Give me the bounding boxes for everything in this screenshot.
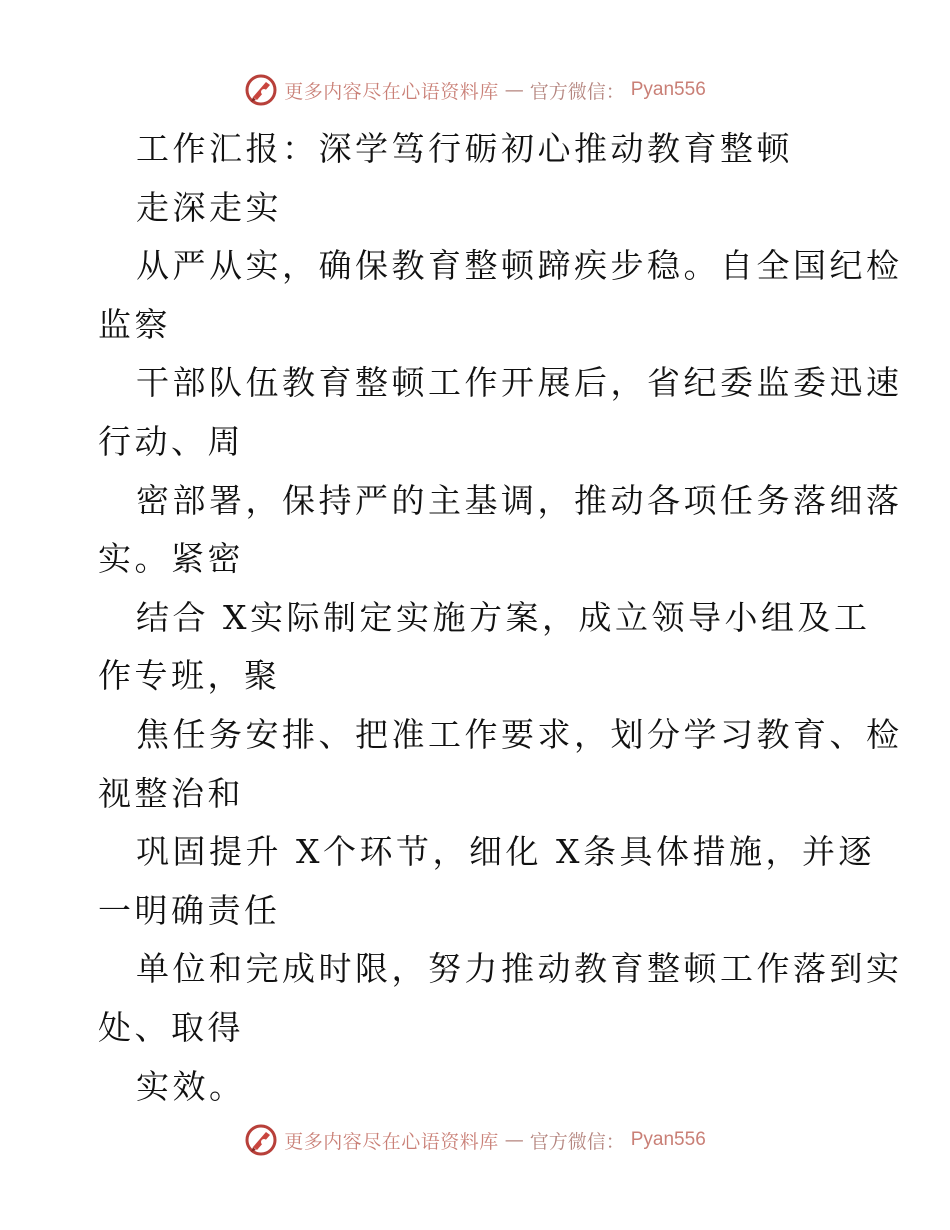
pen-logo-icon (244, 73, 278, 107)
watermark-wechat-id: Pyan556 (630, 1129, 706, 1150)
paragraph-line: 密部署，保持严的主基调，推动各项任务落细落 (136, 480, 903, 520)
paragraph-line: 焦任务安排、把准工作要求，划分学习教育、检 (136, 714, 903, 754)
header-watermark (0, 70, 950, 110)
document-title-cont: 走深走实 (136, 187, 282, 227)
pen-logo-icon (244, 1123, 278, 1157)
paragraph-line: 干部队伍教育整顿工作开展后，省纪委监委迅速 (136, 363, 903, 403)
paragraph-line: 视整治和 (98, 773, 244, 813)
document-title: 工作汇报：深学笃行砺初心推动教育整顿 (136, 129, 793, 168)
watermark-wechat-label: 官方微信： (529, 1130, 625, 1153)
watermark-wechat-label: 官方微信： (529, 80, 625, 103)
paragraph-line: 从严从实，确保教育整顿蹄疾步稳。自全国纪检 (136, 246, 903, 286)
paragraph-line: 巩固提升 X个环节，细化 X条具体措施，并逐 (136, 832, 875, 872)
paragraph-line: 实效。 (136, 1066, 246, 1106)
footer-watermark (0, 1120, 950, 1160)
watermark-brand-text: 更多内容尽在心语资料库 (284, 80, 499, 103)
paragraph-line: 实。紧密 (98, 539, 244, 579)
watermark-separator: — (504, 1129, 524, 1151)
paragraph-line: 行动、周 (98, 421, 244, 461)
paragraph-line: 处、取得 (98, 1007, 244, 1047)
paragraph-line: 结合 X实际制定实施方案，成立领导小组及工 (136, 597, 871, 637)
watermark-brand-text: 更多内容尽在心语资料库 (284, 1130, 499, 1153)
paragraph-line: 监察 (98, 304, 171, 344)
watermark-separator: — (504, 79, 524, 101)
paragraph-line: 一明确责任 (98, 890, 281, 930)
document-body (0, 120, 950, 1116)
paragraph-line: 单位和完成时限，努力推动教育整顿工作落到实 (136, 949, 903, 989)
paragraph-line: 作专班，聚 (98, 656, 281, 696)
watermark-wechat-id: Pyan556 (630, 79, 706, 100)
